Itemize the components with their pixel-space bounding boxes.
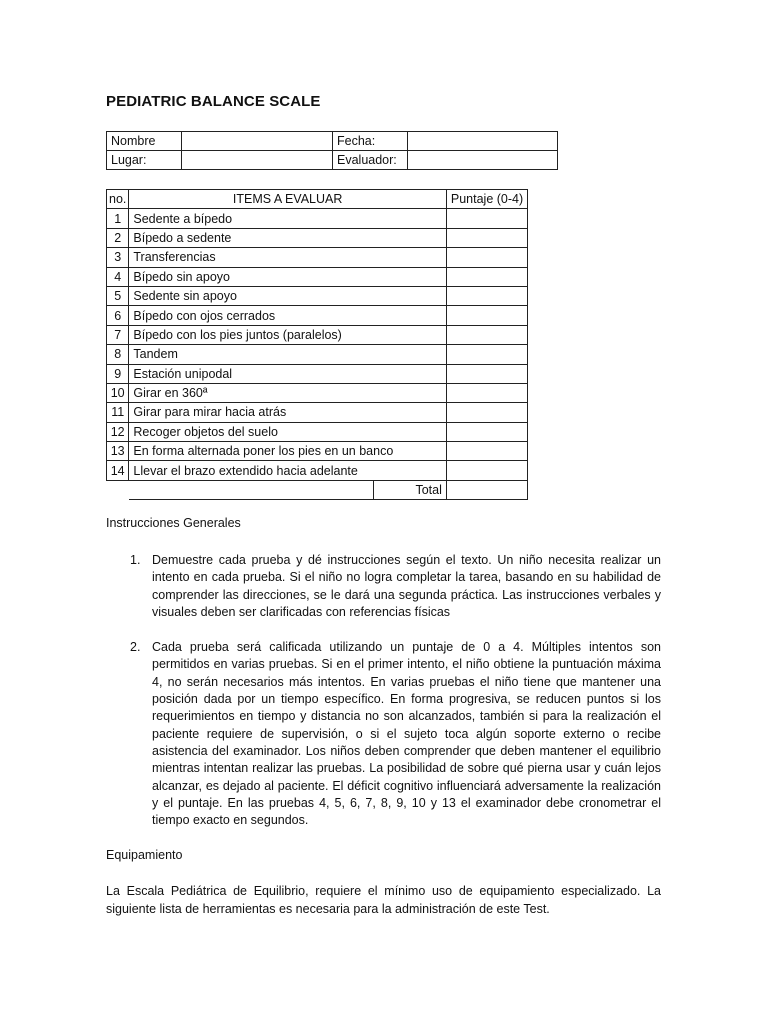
row-no: 13 (107, 442, 129, 461)
table-row (107, 209, 528, 228)
row-item: En forma alternada poner los pies en un banco (129, 442, 447, 461)
score-field[interactable] (446, 461, 527, 480)
row-no: 2 (107, 228, 129, 247)
row-no: 14 (107, 461, 129, 480)
row-no: 10 (107, 383, 129, 402)
table-row (107, 248, 528, 267)
row-item: Llevar el brazo extendido hacia adelante (129, 461, 447, 480)
col-score-header: Puntaje (0-4) (446, 190, 527, 209)
row-no: 5 (107, 286, 129, 305)
table-row (107, 325, 528, 344)
table-row (107, 286, 528, 305)
row-item: Girar para mirar hacia atrás (129, 403, 447, 422)
lugar-label: Lugar: (107, 151, 182, 170)
score-field[interactable] (446, 248, 527, 267)
equipment-paragraph: La Escala Pediátrica de Equilibrio, requiere el mínimo uso de equipamiento especializado. La siguiente lista de herramientas es necesaria para la administración de este Test. (106, 884, 661, 916)
lugar-field[interactable] (182, 151, 333, 170)
patient-info-table (106, 131, 558, 170)
row-item: Sedente sin apoyo (129, 286, 447, 305)
score-field[interactable] (446, 228, 527, 247)
score-field[interactable] (446, 325, 527, 344)
total-label-cell (129, 480, 447, 499)
list-item-text: Cada prueba será calificada utilizando un puntaje de 0 a 4. Múltiples intentos son permitidos en varias pruebas. Si en el primer intento, el niño obtiene la puntuación máxima 4, no serán necesarios más intentos. En varias pruebas el niño tiene que mantener una posición dada por un tiempo específico. En forma progresiva, se reducen puntos si los requerimientos en tiempo y distancia no son alcanzados, también si para la realización el paciente requiere de supervisión, o si el sujeto toca algún soporte externo o recibe asistencia del examinador. Los niños deben comprender que deben mantener el equilibrio mientras intentan realizar las pruebas. La posibilidad de sobre qué pierna usar y cuán lejos alcanzar, es dejado al paciente. El déficit cognitivo influenciará adversamente la realización y el puntaje. En las pruebas 4, 5, 6, 7, 8, 9, 10 y 13 el examinador debe cronometrar el tiempo exacto en segundos. (152, 640, 661, 828)
table-row (107, 442, 528, 461)
score-field[interactable] (446, 442, 527, 461)
instructions-list (106, 552, 661, 829)
evaluador-label: Evaluador: (333, 151, 408, 170)
total-score-field[interactable] (446, 480, 527, 499)
score-field[interactable] (446, 422, 527, 441)
total-spacer (107, 480, 129, 499)
table-row (107, 306, 528, 325)
items-table (106, 189, 528, 500)
list-item-number: 1. (130, 553, 141, 567)
patient-info-row (107, 151, 558, 170)
list-item-text: Demuestre cada prueba y dé instrucciones según el texto. Un niño necesita realizar un intento en cada prueba. Si el niño no logra completar la tarea, basando en su habilidad de comprender las direcciones, se le dará una segunda práctica. Las instrucciones verbales y visuales deben ser clarificadas con referencias físicas (152, 553, 661, 619)
col-items-header: ITEMS A EVALUAR (129, 190, 447, 209)
score-field[interactable] (446, 209, 527, 228)
row-no: 4 (107, 267, 129, 286)
table-row (107, 403, 528, 422)
row-no: 6 (107, 306, 129, 325)
fecha-field[interactable] (408, 132, 558, 151)
table-row (107, 461, 528, 480)
row-item: Bípedo con ojos cerrados (129, 306, 447, 325)
fecha-label: Fecha: (333, 132, 408, 151)
row-item: Transferencias (129, 248, 447, 267)
patient-info-row (107, 132, 558, 151)
equipment-heading: Equipamiento (106, 848, 183, 862)
score-field[interactable] (446, 267, 527, 286)
row-no: 1 (107, 209, 129, 228)
score-field[interactable] (446, 286, 527, 305)
row-no: 3 (107, 248, 129, 267)
row-no: 7 (107, 325, 129, 344)
score-field[interactable] (446, 306, 527, 325)
instructions-heading: Instrucciones Generales (106, 516, 241, 530)
table-row (107, 364, 528, 383)
row-item: Sedente a bípedo (129, 209, 447, 228)
nombre-label: Nombre (107, 132, 182, 151)
score-field[interactable] (446, 403, 527, 422)
row-no: 12 (107, 422, 129, 441)
evaluador-field[interactable] (408, 151, 558, 170)
table-row (107, 228, 528, 247)
row-no: 11 (107, 403, 129, 422)
nombre-field[interactable] (182, 132, 333, 151)
row-no: 8 (107, 345, 129, 364)
col-no-header: no. (107, 190, 129, 209)
table-row (107, 422, 528, 441)
row-item: Estación unipodal (129, 364, 447, 383)
row-item: Girar en 360ª (129, 383, 447, 402)
list-item-number: 2. (130, 640, 141, 655)
list-item (106, 552, 661, 621)
row-item: Tandem (129, 345, 447, 364)
row-item: Bípedo sin apoyo (129, 267, 447, 286)
score-field[interactable] (446, 364, 527, 383)
total-row (107, 480, 528, 499)
row-no: 9 (107, 364, 129, 383)
row-item: Recoger objetos del suelo (129, 422, 447, 441)
list-item (106, 639, 661, 829)
table-row (107, 383, 528, 402)
table-row (107, 345, 528, 364)
table-row (107, 267, 528, 286)
page-title: PEDIATRIC BALANCE SCALE (106, 93, 321, 110)
row-item: Bípedo a sedente (129, 228, 447, 247)
row-item: Bípedo con los pies juntos (paralelos) (129, 325, 447, 344)
score-field[interactable] (446, 345, 527, 364)
items-header-row (107, 190, 528, 209)
total-label: Total (373, 481, 442, 499)
score-field[interactable] (446, 383, 527, 402)
